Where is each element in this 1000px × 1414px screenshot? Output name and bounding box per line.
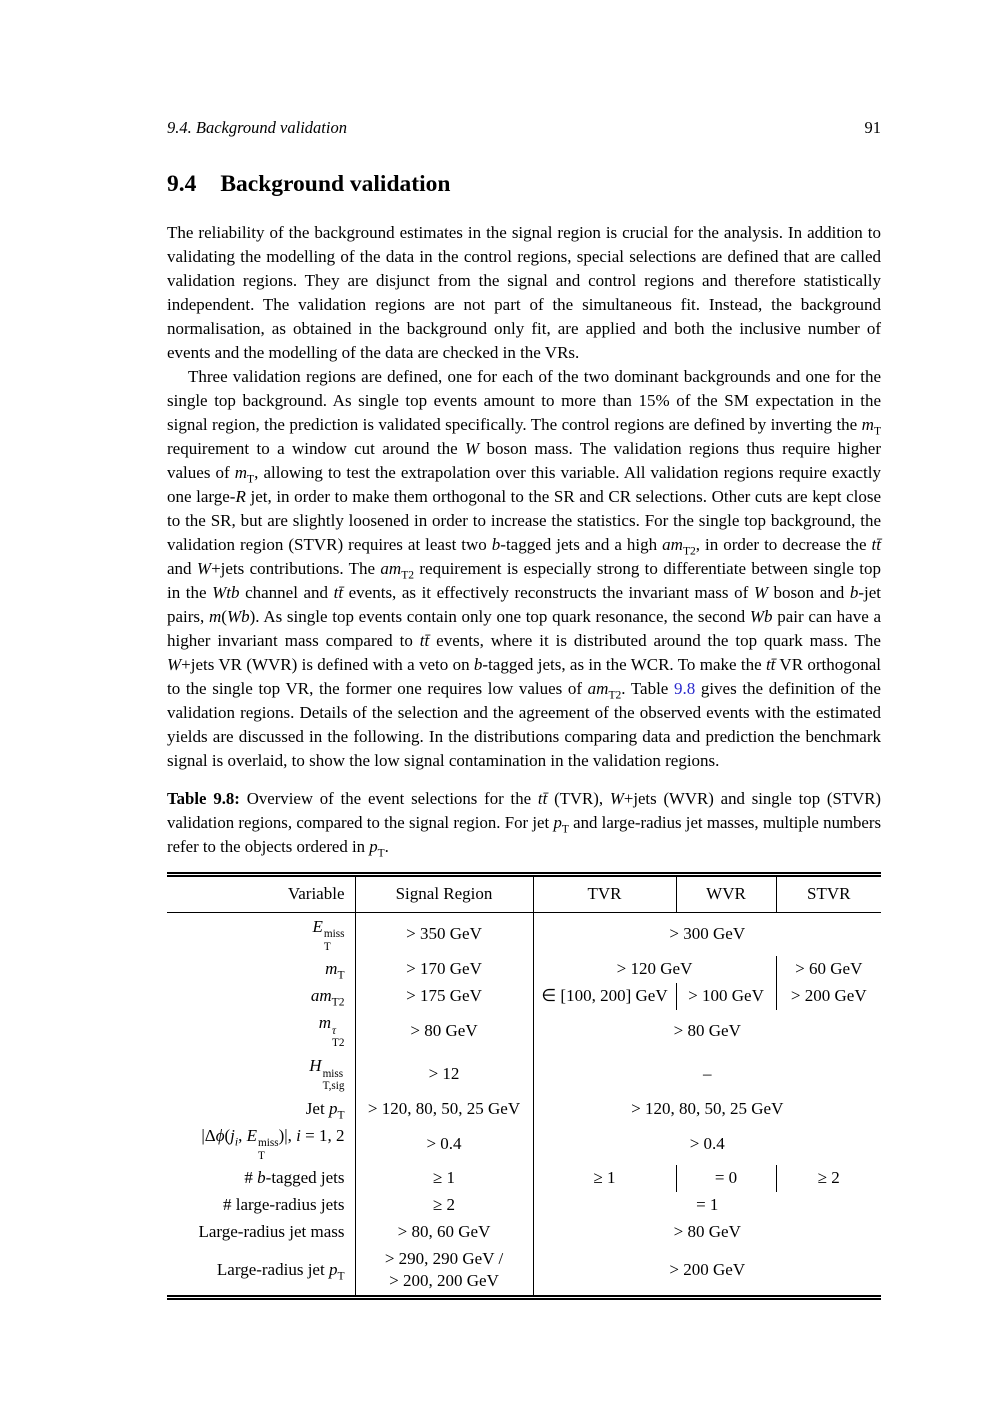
section-title: Background validation xyxy=(220,171,451,197)
content-column xyxy=(167,118,881,1300)
signal-region-cell: > 0.4 xyxy=(355,1122,533,1165)
column-header-stvr: STVR xyxy=(776,875,881,913)
vr-cell: > 60 GeV xyxy=(776,956,881,983)
vr-cell: ∈ [100, 200] GeV xyxy=(541,986,668,1006)
table-caption-text: Overview of the event selections for the tt̄ (TVR), W+jets (WVR) and single top (STVR) validation regions, compared to the signal region. For jet $p_T$ and large-radius jet masses, multiple numbers refer to the objects ordered in $p_T$. xyxy=(167,789,882,860)
column-header-tvr: TVR xyxy=(533,875,676,913)
vr-cell: > 80 GeV xyxy=(673,1021,741,1041)
variable-cell: H miss T,sig xyxy=(167,1052,355,1095)
table-row-mt2tau xyxy=(167,1010,881,1053)
table-caption-label: Table 9.8: xyxy=(167,789,240,808)
paragraph-2: Three validation regions are defined, one for each of the two dominant backgrounds and one for the single top background. As single top events amount to more than 15% of the SM expectation in the signal region, the prediction is validated specifically. The control regions are defined by inverting the $m_T$ requirement to a window cut around the W boson mass. The validation regions thus require higher values of $m_T$, allowing to test the extrapolation over this variable. All validation regions require exactly one large-R jet, in order to make them orthogonal to the SR and CR selections. Other cuts are kept close to the SR, but are slightly loosened in order to increase the statistics. For the single top background, the validation region (STVR) requires at least two b-tagged jets and a high $am_{T2}$, in order to decrease the tt̄ and W+jets contributions. The $am_{T2}$ requirement is especially strong to differentiate between single top in the Wtb channel and tt̄ events, as it effectively reconstructs the invariant mass of W boson and b-jet pairs, m(Wb). As single top events contain only one top quark resonance, the second Wb pair can have a higher invariant mass compared to tt̄ events, where it is distributed around the top quark mass. The W+jets VR (WVR) is defined with a veto on b-tagged jets, as in the WCR. To make the tt̄ VR orthogonal to the single top VR, the former one requires low values of $am_{T2}$. Table 9.8 gives the definition of the validation regions. Details of the selection and the agreement of the observed events with the estimated yields are discussed in the following. In the distributions comparing data and prediction the benchmark signal is overlaid, to show the low signal contamination in the validation regions. xyxy=(167,367,882,770)
table-row-large-radius-jets xyxy=(167,1192,881,1219)
selection-table xyxy=(167,872,881,1300)
signal-region-cell: > 80 GeV xyxy=(355,1010,533,1053)
variable-cell: E miss T xyxy=(167,913,355,956)
table-header-row xyxy=(167,875,881,913)
vr-cell: – xyxy=(703,1063,712,1083)
vr-cell: > 120, 80, 50, 25 GeV xyxy=(631,1098,784,1118)
variable-cell: Jet $p_T$ xyxy=(167,1095,355,1122)
variable-cell: $m_T$ xyxy=(167,956,355,983)
signal-region-cell: > 80, 60 GeV xyxy=(355,1219,533,1246)
signal-region-cell: > 290, 290 GeV / > 200, 200 GeV xyxy=(355,1246,533,1298)
table-row-jetpt xyxy=(167,1095,881,1122)
table-row-mt xyxy=(167,956,881,983)
variable-cell: # b-tagged jets xyxy=(167,1165,355,1192)
variable-cell: $|\Delta\phi(j_i$, E miss T )|, i = 1, 2 xyxy=(167,1122,355,1165)
vr-cell: > 80 GeV xyxy=(673,1222,741,1242)
page-number: 91 xyxy=(864,118,881,137)
variable-cell: Large-radius jet mass xyxy=(167,1219,355,1246)
signal-region-cell: > 120, 80, 50, 25 GeV xyxy=(355,1095,533,1122)
table-row-large-radius-jet-mass xyxy=(167,1219,881,1246)
variable-cell: Large-radius jet $p_T$ xyxy=(167,1246,355,1298)
table-row-htsig xyxy=(167,1052,881,1095)
table-row-amt2 xyxy=(167,983,881,1010)
column-header-signal-region: Signal Region xyxy=(355,875,533,913)
table-row-btagged-jets xyxy=(167,1165,881,1192)
signal-region-cell: > 175 GeV xyxy=(355,983,533,1010)
table-row-etmiss xyxy=(167,913,881,956)
column-header-wvr: WVR xyxy=(676,875,776,913)
variable-cell: # large-radius jets xyxy=(167,1192,355,1219)
section-number: 9.4 xyxy=(167,171,197,197)
vr-cell: = 0 xyxy=(676,1165,776,1192)
signal-region-cell: > 170 GeV xyxy=(355,956,533,983)
vr-cell: > 120 GeV xyxy=(616,959,693,979)
vr-cell: > 0.4 xyxy=(689,1133,725,1153)
table-row-large-radius-jet-pt xyxy=(167,1246,881,1298)
table-ref-link[interactable]: 9.8 xyxy=(673,679,696,698)
variable-cell: $am_{T2}$ xyxy=(167,983,355,1010)
variable-cell: m τ T2 xyxy=(167,1010,355,1053)
paragraph-1: The reliability of the background estimates in the signal region is crucial for the analysis. In addition to validating the modelling of the data in the control regions, special selections are defined that are called validation regions. They are disjunct from the signal and control regions and therefore statistically independent. The validation regions are not part of the simultaneous fit. Instead, the background normalisation, as obtained in the background only fit, are applied and both the inclusive number of events and the modelling of the data are checked in the VRs. xyxy=(167,223,881,362)
table-row-dphi xyxy=(167,1122,881,1165)
running-header-title: 9.4. Background validation xyxy=(167,118,347,137)
signal-region-cell: > 350 GeV xyxy=(355,913,533,956)
signal-region-cell: > 12 xyxy=(355,1052,533,1095)
table-caption xyxy=(167,787,881,859)
column-header-variable: Variable xyxy=(167,875,355,913)
vr-cell: > 200 GeV xyxy=(669,1260,746,1280)
vr-cell: > 300 GeV xyxy=(669,924,746,944)
vr-cell: > 100 GeV xyxy=(676,983,776,1010)
vr-cell: ≥ 2 xyxy=(776,1165,881,1192)
vr-cell: > 200 GeV xyxy=(776,983,881,1010)
running-header xyxy=(167,118,881,138)
section-heading xyxy=(167,171,881,198)
vr-cell: = 1 xyxy=(696,1195,719,1215)
signal-region-cell: ≥ 1 xyxy=(355,1165,533,1192)
vr-cell: ≥ 1 xyxy=(593,1168,616,1188)
signal-region-cell: ≥ 2 xyxy=(355,1192,533,1219)
